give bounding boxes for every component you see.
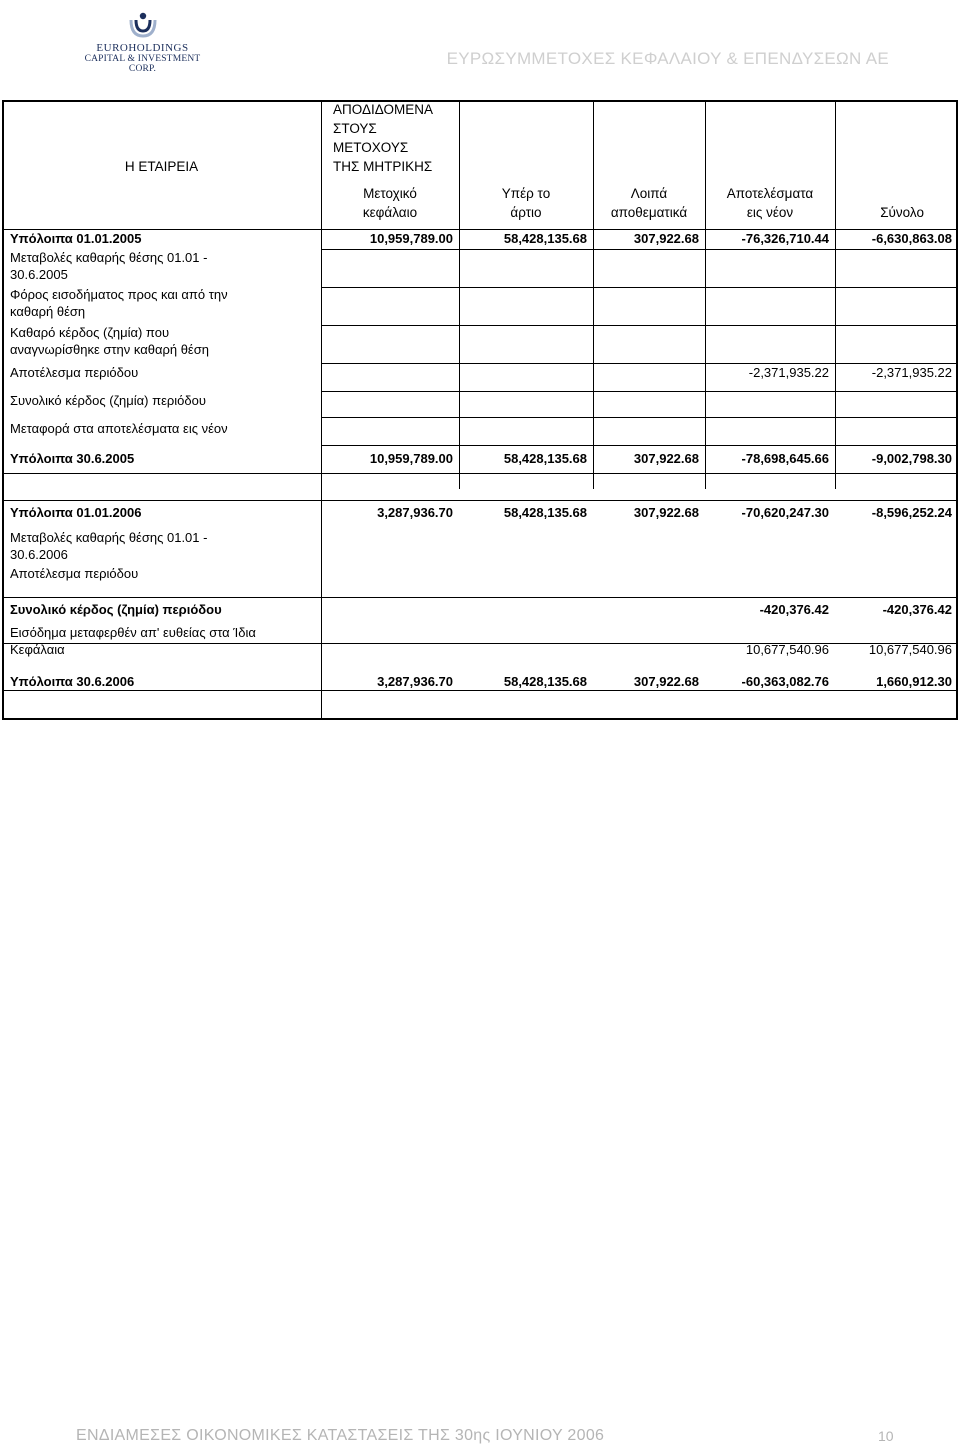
cell-value: 307,922.68: [633, 674, 699, 689]
table-grid-line: [2, 100, 4, 720]
cell-value: 10,959,789.00: [369, 231, 453, 246]
table-grid-line: [321, 417, 958, 418]
row-label: Υπόλοιπα 30.6.2006: [10, 674, 135, 689]
table-grid-line: [835, 100, 836, 489]
row-label: Μεταβολές καθαρής θέσης 01.01 -: [10, 250, 208, 265]
row-label: Μεταφορά στα αποτελέσματα εις νέον: [10, 421, 228, 436]
company-header: ΕΥΡΩΣΥΜΜΕΤΟΧΕΣ ΚΕΦΑΛΑΙΟΥ & ΕΠΕΝΔΥΣΕΩΝ ΑΕ: [446, 49, 889, 68]
row-label: 30.6.2006: [10, 547, 68, 562]
cell-value: 58,428,135.68: [503, 451, 587, 466]
cell-value: -8,596,252.24: [871, 505, 952, 520]
cell-value: -78,698,645.66: [741, 451, 829, 466]
table-grid-line: [2, 597, 958, 598]
table-grid-line: [2, 500, 958, 501]
logo-mark-icon: [127, 8, 159, 40]
euroholdings-logo: [70, 8, 215, 74]
group-header-line: ΤΗΣ ΜΗΤΡΙΚΗΣ: [333, 159, 433, 174]
cell-value: 307,922.68: [633, 451, 699, 466]
cell-value: 58,428,135.68: [503, 505, 587, 520]
row-label: Αποτέλεσμα περιόδου: [10, 566, 139, 581]
column-header: Μετοχικό: [363, 186, 417, 201]
row-label: Υπόλοιπα 01.01.2006: [10, 505, 142, 520]
column-header: Υπέρ το: [501, 186, 551, 201]
row-label: Συνολικό κέρδος (ζημία) περιόδου: [10, 602, 222, 617]
logo-name: EUROHOLDINGS: [96, 42, 189, 54]
row-label: Υπόλοιπα 01.01.2005: [10, 231, 142, 246]
cell-value: 10,677,540.96: [745, 642, 829, 657]
table-grid-line: [321, 391, 958, 392]
cell-value: 3,287,936.70: [377, 674, 453, 689]
row-label: Καθαρό κέρδος (ζημία) που: [10, 325, 170, 340]
footer-title: ΕΝΔΙΑΜΕΣΕΣ ΟΙΚΟΝΟΜΙΚΕΣ ΚΑΤΑΣΤΑΣΕΙΣ ΤΗΣ 30ης ΙΟΥΝΙΟΥ 2006: [76, 1427, 605, 1444]
cell-value: -76,326,710.44: [741, 231, 829, 246]
column-header: κεφάλαιο: [362, 205, 418, 220]
table-grid-line: [593, 100, 594, 489]
page-number: 10: [878, 1428, 894, 1444]
group-header-line: ΜΕΤΟΧΟΥΣ: [333, 140, 409, 155]
table-grid-line: [2, 718, 958, 720]
row-label: καθαρή θέση: [10, 304, 86, 319]
cell-value: 1,660,912.30: [876, 674, 952, 689]
table-grid-line: [321, 325, 958, 326]
equity-changes-table: [2, 100, 958, 720]
table-grid-line: [956, 100, 958, 720]
group-header-line: ΣΤΟΥΣ: [333, 121, 377, 136]
cell-value: 3,287,936.70: [377, 505, 453, 520]
row-label: 30.6.2005: [10, 267, 68, 282]
cell-value: -420,376.42: [882, 602, 952, 617]
cell-value: 307,922.68: [633, 505, 699, 520]
cell-value: 58,428,135.68: [503, 674, 587, 689]
table-grid-line: [321, 363, 958, 364]
column-header: αποθεματικά: [610, 205, 688, 220]
cell-value: 10,677,540.96: [868, 642, 952, 657]
group-header-line: ΑΠΟΔΙΔΟΜΕΝΑ: [333, 102, 433, 117]
column-header: Σύνολο: [880, 205, 924, 220]
row-label: Φόρος εισοδήματος προς και από την: [10, 287, 228, 302]
row-label: αναγνωρίσθηκε στην καθαρή θέση: [10, 342, 209, 357]
cell-value: -60,363,082.76: [741, 674, 829, 689]
column-header: άρτιο: [510, 205, 542, 220]
logo-subtitle: CAPITAL & INVESTMENT CORP.: [84, 54, 201, 74]
table-grid-line: [2, 473, 958, 474]
cell-value: -2,371,935.22: [871, 365, 952, 380]
column-header: εις νέον: [746, 205, 794, 220]
company-column-header: Η ΕΤΑΙΡΕΙΑ: [124, 159, 199, 174]
table-grid-line: [705, 100, 706, 489]
row-label: Κεφάλαια: [10, 642, 65, 657]
row-label: Συνολικό κέρδος (ζημία) περιόδου: [10, 393, 206, 408]
cell-value: -420,376.42: [759, 602, 829, 617]
table-grid-line: [2, 229, 958, 230]
table-grid-line: [321, 445, 958, 446]
cell-value: -70,620,247.30: [741, 505, 829, 520]
column-header: Αποτελέσματα: [726, 186, 814, 201]
cell-value: -2,371,935.22: [748, 365, 829, 380]
cell-value: 307,922.68: [633, 231, 699, 246]
table-grid-line: [321, 287, 958, 288]
row-label: Εισόδημα μεταφερθέν απ' ευθείας στα Ίδια: [10, 625, 256, 640]
row-label: Αποτέλεσμα περιόδου: [10, 365, 139, 380]
cell-value: -9,002,798.30: [871, 451, 952, 466]
row-label: Μεταβολές καθαρής θέσης 01.01 -: [10, 530, 208, 545]
cell-value: -6,630,863.08: [871, 231, 952, 246]
table-grid-line: [2, 690, 958, 691]
row-label: Υπόλοιπα 30.6.2005: [10, 451, 135, 466]
column-header: Λοιπά: [630, 186, 668, 201]
table-grid-line: [321, 249, 958, 250]
cell-value: 10,959,789.00: [369, 451, 453, 466]
cell-value: 58,428,135.68: [503, 231, 587, 246]
